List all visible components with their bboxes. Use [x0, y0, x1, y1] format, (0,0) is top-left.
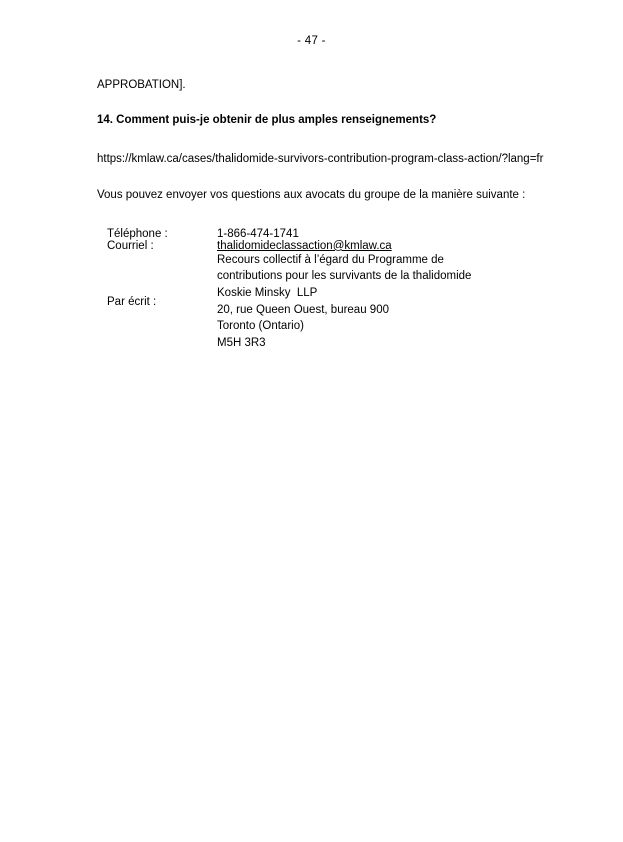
table-row-email [107, 240, 471, 252]
address-line-3: Koskie Minsky LLP [217, 287, 318, 300]
address-line-2: contributions pour les survivants de la thalidomide [217, 270, 472, 283]
table-row-phone [107, 228, 471, 240]
address-line-6: M5H 3R3 [217, 337, 266, 350]
address-line-5: Toronto (Ontario) [217, 320, 304, 333]
document-body [0, 77, 623, 352]
phone-label: Téléphone : [107, 227, 168, 240]
written-address [217, 252, 471, 352]
email-label: Courriel : [107, 239, 154, 252]
section-heading: 14. Comment puis-je obtenir de plus amples renseignements? [97, 114, 437, 127]
table-row-mail [107, 252, 471, 352]
contact-table [107, 228, 471, 352]
document-page [0, 35, 623, 842]
address-line-4: 20, rue Queen Ouest, bureau 900 [217, 303, 389, 316]
written-label: Par écrit : [107, 295, 157, 308]
top-fragment-text: APPROBATION]. [97, 79, 186, 91]
address-line-1: Recours collectif à l’égard du Programme de [217, 253, 444, 266]
email-value-cell [217, 240, 471, 252]
page-number: - 47 - [297, 35, 326, 47]
intro-text: Vous pouvez envoyer vos questions aux avocats du groupe de la manière suivante : [97, 188, 526, 201]
email-link[interactable]: thalidomideclassaction@kmlaw.ca [217, 239, 392, 252]
website-url[interactable]: https://kmlaw.ca/cases/thalidomide-survivors-contribution-program-class-action/?lang=fr [97, 152, 544, 165]
phone-value: 1-866-474-1741 [217, 227, 299, 240]
